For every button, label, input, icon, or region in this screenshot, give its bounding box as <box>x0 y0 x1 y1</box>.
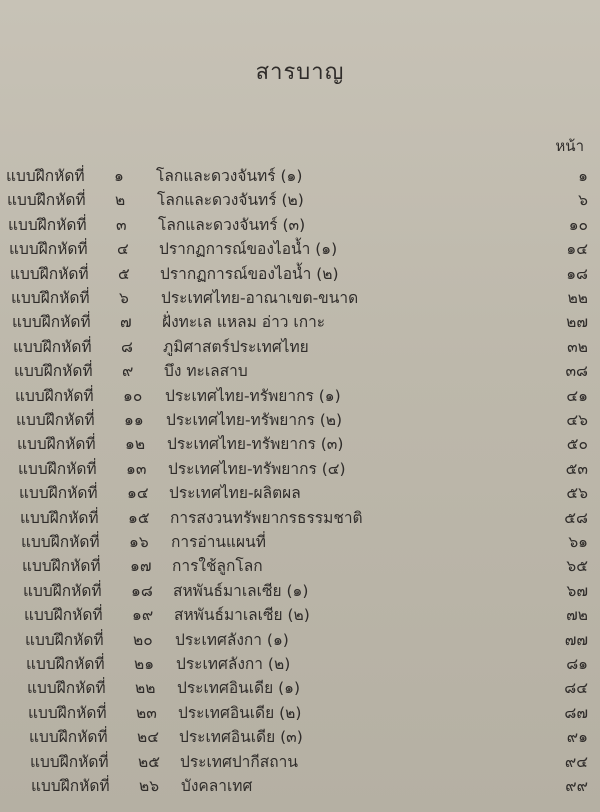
toc-row <box>18 457 600 481</box>
exercise-topic: การใช้ลูกโลก <box>172 557 263 576</box>
page-number: ๖๗ <box>566 581 588 600</box>
exercise-topic: ประเทศไทย-ทรัพยากร (๒) <box>166 411 343 429</box>
exercise-number: ๒๕ <box>138 752 160 771</box>
exercise-label: แบบฝึกหัดที่ <box>25 630 104 649</box>
page-title: สารบาญ <box>255 60 345 85</box>
exercise-topic: บึง ทะเลสาบ <box>164 362 248 381</box>
toc-row <box>19 481 600 505</box>
toc-row <box>22 554 600 578</box>
page-number: ๙๑ <box>566 728 588 747</box>
exercise-topic: โลกและดวงจันทร์ (๓) <box>158 215 306 234</box>
exercise-number: ๒๐ <box>133 630 153 649</box>
page-number: ๓๒ <box>567 337 588 356</box>
page-number: ๖ <box>578 191 588 210</box>
page-number: ๓๘ <box>565 362 588 381</box>
toc-row <box>20 506 600 530</box>
page-number: ๙๔ <box>564 752 588 771</box>
toc-row <box>17 432 600 456</box>
exercise-label: แบบฝึกหัดที่ <box>17 435 96 454</box>
page-number: ๘๗ <box>564 703 588 722</box>
exercise-topic: ประเทศลังกา (๒) <box>176 655 291 673</box>
exercise-topic: การสงวนทรัพยากรธรรมชาติ <box>170 508 363 527</box>
page-number: ๑๐ <box>568 215 588 234</box>
page-number: ๗๒ <box>566 606 588 625</box>
exercise-label: แบบฝึกหัดที่ <box>15 386 94 405</box>
exercise-number: ๒๖ <box>139 777 160 795</box>
exercise-label: แบบฝึกหัดที่ <box>22 557 101 576</box>
exercise-label: แบบฝึกหัดที่ <box>18 459 97 478</box>
page-number: ๘๔ <box>564 679 588 698</box>
toc-row <box>26 652 600 676</box>
exercise-label: แบบฝึกหัดที่ <box>28 703 107 722</box>
exercise-label: แบบฝึกหัดที่ <box>24 606 103 625</box>
exercise-label: แบบฝึกหัดที่ <box>9 240 88 259</box>
exercise-label: แบบฝึกหัดที่ <box>16 411 95 429</box>
toc-row <box>29 725 600 749</box>
toc-row <box>14 359 600 383</box>
exercise-label: แบบฝึกหัดที่ <box>10 264 89 283</box>
page-number: ๑๘ <box>566 264 588 283</box>
exercise-topic: ประเทศไทย-ทรัพยากร (๑) <box>165 386 341 405</box>
exercise-topic: ประเทศอินเดีย (๓) <box>179 728 303 747</box>
page-number: ๕๓ <box>565 459 588 478</box>
exercise-topic: ประเทศไทย-ผลิตผล <box>169 484 301 503</box>
exercise-topic: การอ่านแผนที่ <box>171 533 266 551</box>
exercise-topic: ประเทศไทย-อาณาเขต-ขนาด <box>161 289 359 307</box>
exercise-number: ๙ <box>122 362 134 381</box>
exercise-label: แบบฝึกหัดที่ <box>27 679 106 698</box>
toc-row <box>25 628 600 652</box>
toc-row <box>7 188 600 212</box>
page-number: ๒๗ <box>566 313 588 332</box>
exercise-number: ๔ <box>117 240 129 259</box>
toc-row <box>16 408 600 432</box>
exercise-topic: สหพันธ์มาเลเซีย (๒) <box>174 606 310 625</box>
toc-row <box>10 262 600 286</box>
toc-row <box>13 335 600 359</box>
exercise-topic: ประเทศปากีสถาน <box>180 752 298 771</box>
exercise-number: ๖ <box>119 289 129 307</box>
toc-row <box>12 310 600 334</box>
exercise-number: ๑๔ <box>127 484 149 503</box>
exercise-topic: ประเทศอินเดีย (๒) <box>178 703 302 722</box>
page-number: ๘๑ <box>566 655 588 673</box>
exercise-label: แบบฝึกหัดที่ <box>20 508 99 527</box>
toc-row <box>23 579 600 603</box>
exercise-number: ๑๖ <box>129 533 149 551</box>
exercise-number: ๑๗ <box>130 557 152 576</box>
toc-row <box>8 213 600 237</box>
exercise-label: แบบฝึกหัดที่ <box>7 191 86 210</box>
exercise-label: แบบฝึกหัดที่ <box>30 752 109 771</box>
exercise-label: แบบฝึกหัดที่ <box>12 313 91 332</box>
exercise-topic: ปรากฏการณ์ของไอน้ำ (๒) <box>160 264 339 283</box>
exercise-label: แบบฝึกหัดที่ <box>11 289 90 307</box>
exercise-label: แบบฝึกหัดที่ <box>14 362 93 381</box>
exercise-topic: โลกและดวงจันทร์ (๒) <box>157 191 304 210</box>
toc-row <box>6 164 600 188</box>
toc-row <box>30 750 600 774</box>
exercise-topic: ปรากฏการณ์ของไอน้ำ (๑) <box>159 240 338 259</box>
exercise-number: ๒ <box>115 191 126 210</box>
exercise-number: ๑๓ <box>126 459 147 478</box>
page-number: ๙๙ <box>565 777 588 795</box>
toc-row <box>31 774 600 798</box>
toc-row <box>15 384 600 408</box>
page-number: ๑๔ <box>566 240 588 259</box>
exercise-topic: ประเทศไทย-ทรัพยากร (๓) <box>167 435 344 454</box>
exercise-label: แบบฝึกหัดที่ <box>23 581 102 600</box>
toc-row <box>11 286 600 310</box>
exercise-number: ๒๔ <box>137 728 159 747</box>
exercise-label: แบบฝึกหัดที่ <box>29 728 108 747</box>
exercise-number: ๑๑ <box>124 411 144 429</box>
page-number: ๕๐ <box>566 435 588 454</box>
page-number: ๖๕ <box>566 557 588 576</box>
page-number: ๗๗ <box>564 630 588 649</box>
page-number: ๕๘ <box>564 508 588 527</box>
exercise-number: ๒๓ <box>136 703 157 722</box>
exercise-number: ๒๒ <box>135 679 156 698</box>
exercise-label: แบบฝึกหัดที่ <box>31 777 110 795</box>
toc-row <box>24 603 600 627</box>
exercise-topic: ประเทศไทย-ทรัพยากร (๔) <box>168 459 346 478</box>
exercise-number: ๕ <box>118 264 130 283</box>
exercise-label: แบบฝึกหัดที่ <box>6 167 85 185</box>
toc-row <box>28 701 600 725</box>
toc-row <box>9 237 600 261</box>
exercise-number: ๑๕ <box>128 508 150 527</box>
page-number: ๒๒ <box>567 289 588 307</box>
page-number: ๑ <box>578 167 588 185</box>
exercise-topic: บังคลาเทศ <box>181 777 253 795</box>
exercise-topic: ประเทศลังกา (๑) <box>175 630 289 649</box>
exercise-label: แบบฝึกหัดที่ <box>13 337 92 356</box>
exercise-number: ๒๑ <box>134 655 155 673</box>
exercise-number: ๑๙ <box>132 606 154 625</box>
exercise-topic: สหพันธ์มาเลเซีย (๑) <box>173 581 309 600</box>
exercise-topic: ประเทศอินเดีย (๑) <box>177 679 301 698</box>
exercise-number: ๘ <box>121 337 133 356</box>
page-column-label: หน้า <box>555 137 584 155</box>
exercise-label: แบบฝึกหัดที่ <box>8 215 87 234</box>
page-number: ๔๑ <box>566 386 588 405</box>
toc-row <box>21 530 600 554</box>
page-number: ๖๑ <box>568 533 588 551</box>
exercise-topic: โลกและดวงจันทร์ (๑) <box>156 167 303 185</box>
exercise-number: ๑ <box>114 167 124 185</box>
exercise-topic: ฝั่งทะเล แหลม อ่าว เกาะ <box>162 313 326 332</box>
exercise-label: แบบฝึกหัดที่ <box>19 484 98 503</box>
exercise-number: ๑๘ <box>131 581 153 600</box>
exercise-label: แบบฝึกหัดที่ <box>21 533 100 551</box>
exercise-number: ๗ <box>120 313 132 332</box>
exercise-number: ๑๒ <box>125 435 146 454</box>
exercise-label: แบบฝึกหัดที่ <box>26 655 105 673</box>
exercise-number: ๓ <box>116 215 127 234</box>
page-number: ๔๖ <box>566 411 588 429</box>
page-number: ๕๖ <box>566 484 588 503</box>
exercise-topic: ภูมิศาสตร์ประเทศไทย <box>163 337 309 356</box>
toc-row <box>27 676 600 700</box>
exercise-number: ๑๐ <box>123 386 143 405</box>
